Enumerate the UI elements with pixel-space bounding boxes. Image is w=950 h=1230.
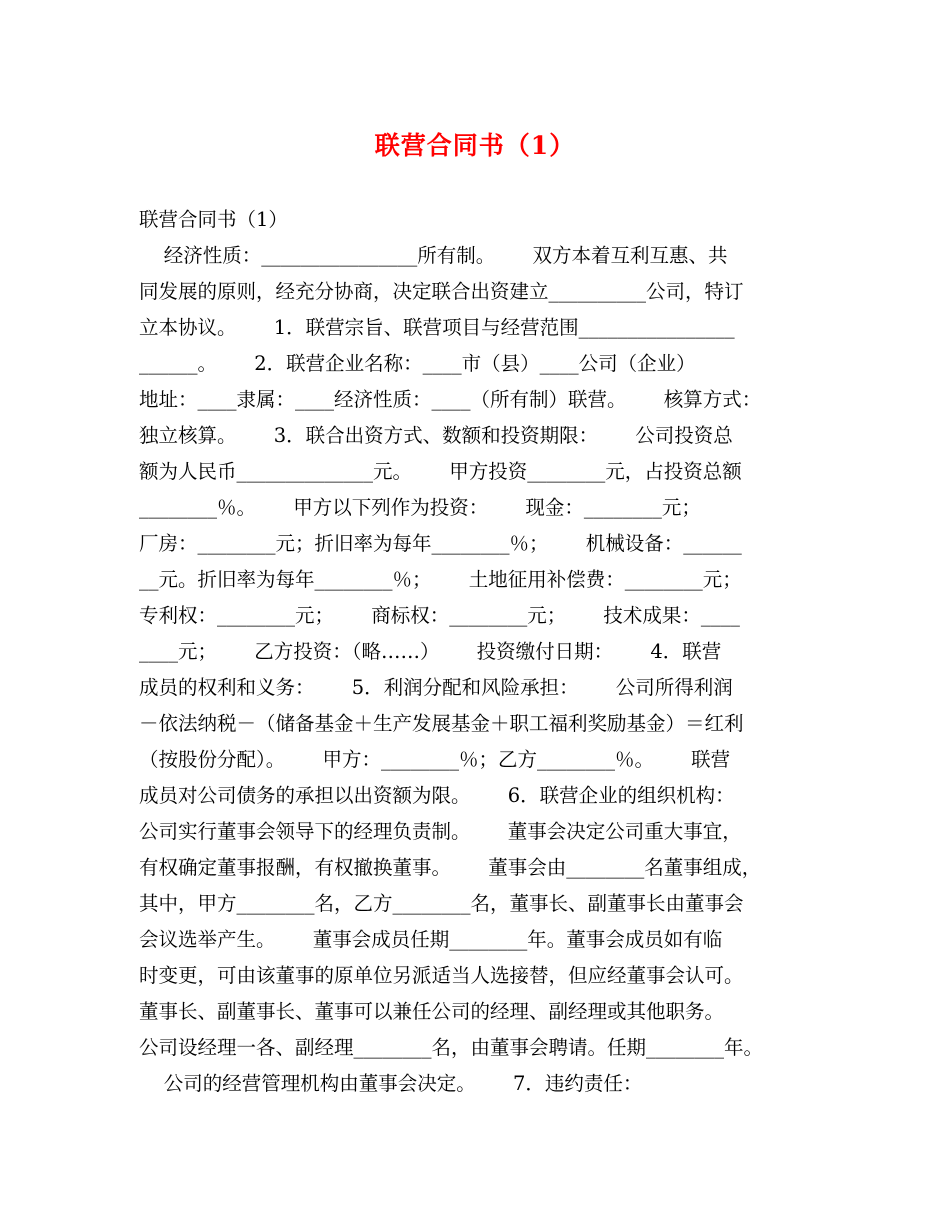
body-line: 成员对公司债务的承担以出资额为限。 6．联营企业的组织机构： [139, 784, 735, 807]
document-title: 联营合同书（1） [374, 131, 576, 160]
body-line: 会议选举产生。 董事会成员任期________年。董事会成员如有临 [139, 928, 723, 951]
body-line: ______。 2．联营企业名称：____市（县）____公司（企业） [139, 352, 696, 375]
body-line: 成员的权利和义务： 5．利润分配和风险承担： 公司所得利润 [139, 676, 733, 699]
body-line: －依法纳税－（储备基金＋生产发展基金＋职工福利奖励基金）＝红利 [139, 712, 744, 735]
body-line: 立本协议。 1．联营宗旨、联营项目与经营范围________________ [139, 316, 735, 339]
body-line: 公司实行董事会领导下的经理负责制。 董事会决定公司重大事宜， [139, 820, 742, 843]
body-line: 其中，甲方________名，乙方________名，董事长、副董事长由董事会 [139, 892, 744, 915]
document-body [139, 202, 829, 1102]
body-line: 厂房：________元；折旧率为每年________％； 机械设备：______ [139, 532, 742, 555]
body-line: ________％。 甲方以下列作为投资： 现金：________元； [139, 496, 701, 519]
body-line: 经济性质：________________所有制。 双方本着互利互惠、共 [139, 244, 728, 267]
body-line: 地址：____隶属：____经济性质：____（所有制）联营。 核算方式： [139, 388, 762, 411]
body-line: 额为人民币______________元。 甲方投资________元，占投资总额 [139, 460, 742, 483]
body-line: __元。折旧率为每年________％； 土地征用补偿费：________元； [139, 568, 742, 591]
body-line: 时变更，可由该董事的原单位另派适当人选接替，但应经董事会认可。 [139, 964, 744, 987]
body-line: 董事长、副董事长、董事可以兼任公司的经理、副经理或其他职务。 [139, 1000, 725, 1023]
body-line: 同发展的原则，经充分协商，决定联合出资建立__________公司，特订 [139, 280, 744, 303]
body-line: 公司的经营管理机构由董事会决定。 7．违约责任： [139, 1072, 643, 1095]
body-line: 公司设经理一各、副经理________名，由董事会聘请。任期________年。 [139, 1036, 764, 1059]
body-line: （按股份分配）。 甲方：________％；乙方________％。 联营 [139, 748, 731, 771]
body-line: 专利权：________元； 商标权：________元； 技术成果：____ [139, 604, 740, 627]
body-line: 有权确定董事报酬，有权撤换董事。 董事会由________名董事组成， [139, 856, 762, 879]
body-line: 联营合同书（1） [139, 208, 288, 231]
body-line: ____元； 乙方投资：（略……） 投资缴付日期： 4．联营 [139, 640, 722, 663]
body-line: 独立核算。 3．联合出资方式、数额和投资期限： 公司投资总 [139, 424, 733, 447]
